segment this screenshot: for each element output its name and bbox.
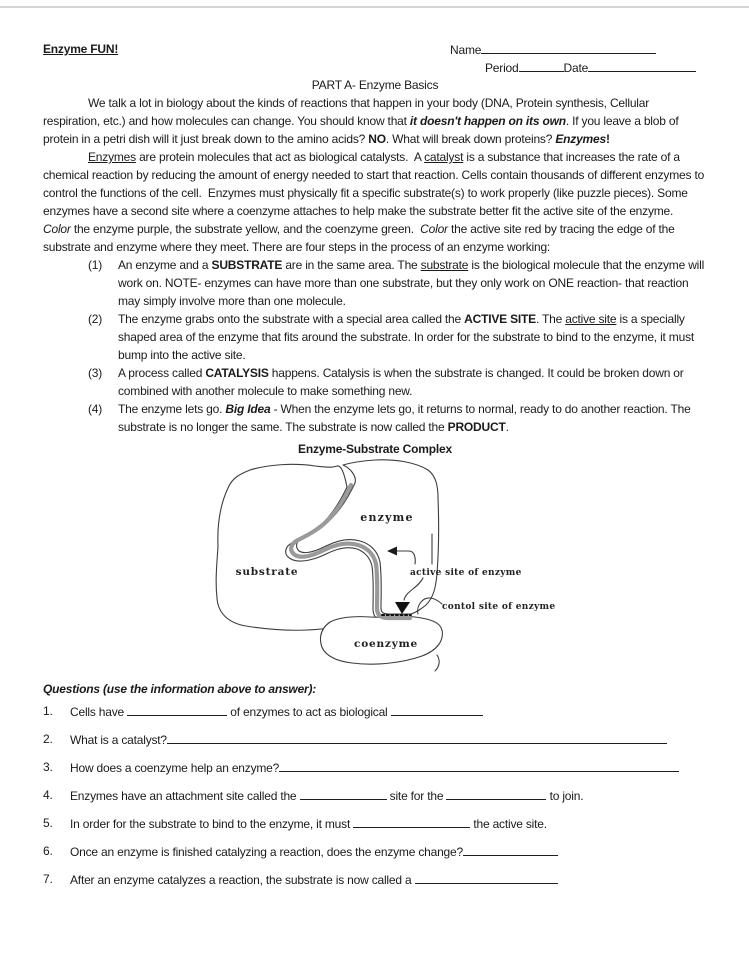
text-segment: Color <box>420 222 448 236</box>
answer-blank <box>391 702 483 716</box>
question-7 <box>43 870 707 889</box>
answer-blank <box>127 702 227 716</box>
text-segment: NO <box>368 132 386 146</box>
text-segment: are protein molecules that act as biological catalysts. A <box>135 150 425 164</box>
question-1-text <box>70 705 483 719</box>
enzyme-label: enzyme <box>360 511 414 524</box>
text-segment: Once an enzyme is finished catalyzing a reaction, does the enzyme change? <box>70 845 463 859</box>
substrate-label: substrate <box>235 566 299 578</box>
text-segment: the active site red by tracing the edge of the substrate and enzyme where they meet. There are four steps in the process of an enzyme working: <box>43 222 678 254</box>
step-2-text <box>118 312 697 362</box>
date-label: Date <box>563 61 589 75</box>
enzyme-substrate-diagram-block <box>43 440 707 678</box>
coenzyme-label: coenzyme <box>354 638 418 650</box>
text-segment: What is a catalyst? <box>70 733 167 747</box>
text-segment: SUBSTRATE <box>211 258 283 272</box>
step-1-text <box>118 258 707 308</box>
text-segment: . <box>505 420 509 434</box>
text-segment: CATALYSIS <box>205 366 269 380</box>
question-3 <box>43 758 707 777</box>
step-1 <box>88 256 707 310</box>
text-segment: . If you leave a blob of protein in a petri dish will it just break down to the amino acids? <box>43 114 682 146</box>
diagram-title: Enzyme-Substrate Complex <box>298 442 452 456</box>
text-segment: are in the same area. The <box>282 258 421 272</box>
text-segment: After an enzyme catalyzes a reaction, the substrate is now called a <box>70 873 415 887</box>
question-2 <box>43 730 707 749</box>
text-segment: active site <box>565 312 617 326</box>
text-segment: How does a coenzyme help an enzyme? <box>70 761 280 775</box>
answer-blank <box>353 814 470 828</box>
question-4-text <box>70 789 583 803</box>
spacer <box>43 58 707 76</box>
question-5 <box>43 814 707 833</box>
text-segment: it doesn't happen on its own <box>409 114 566 128</box>
text-segment: the enzyme purple, the substrate yellow, and the coenzyme green. <box>70 222 421 236</box>
coenzyme-tail-line <box>435 655 439 671</box>
control-site-label: contol site of enzyme <box>442 602 556 612</box>
text-segment: The enzyme grabs onto the substrate with a special area called the <box>118 312 465 326</box>
text-segment: ! <box>605 132 610 146</box>
text-segment: . The <box>535 312 566 326</box>
name-label: Name <box>450 43 482 57</box>
step-3-number: (3) <box>88 366 103 380</box>
text-segment: Cells have <box>70 705 128 719</box>
text-segment: the active site. <box>470 817 547 831</box>
enzyme-substrate-diagram <box>190 458 560 678</box>
document-title: Enzyme FUN! <box>43 42 119 56</box>
text-segment: is the biological molecule that the enzyme will work on. NOTE- enzymes can have more than one substrate, but they only work on ONE reaction- that reaction may simply involve more than one molecule. <box>118 258 708 308</box>
question-1-number: 1. <box>43 704 53 718</box>
text-segment: Enzymes <box>88 150 136 164</box>
text-segment: substrate <box>420 258 469 272</box>
answer-blank <box>279 758 679 772</box>
question-3-text <box>70 761 679 775</box>
question-4 <box>43 786 707 805</box>
text-segment: - When the enzyme lets go, it returns to normal, ready to do another reaction. The substrate is no longer the same. The substrate is now called the <box>118 402 694 434</box>
text-segment: ACTIVE SITE <box>464 312 536 326</box>
text-segment: An enzyme and a <box>118 258 212 272</box>
step-4-number: (4) <box>88 402 103 416</box>
answer-blank <box>167 730 667 744</box>
period-label: Period <box>485 61 519 75</box>
text-segment: Enzymes <box>555 132 606 146</box>
paragraph-enzymes <box>43 148 707 256</box>
questions-section <box>43 680 707 889</box>
questions-heading: Questions (use the information above to answer): <box>43 682 317 696</box>
question-6-number: 6. <box>43 844 53 858</box>
step-1-number: (1) <box>88 258 103 272</box>
question-6-text <box>70 845 558 859</box>
document-content <box>43 40 707 898</box>
question-2-text <box>70 733 667 747</box>
text-segment: happens. Catalysis is when the substrate is changed. It could be broken down or combined with another molecule to make something new. <box>118 366 687 398</box>
step-4 <box>88 400 707 436</box>
question-1 <box>43 702 707 721</box>
step-2 <box>88 310 707 364</box>
answer-blank <box>463 842 558 856</box>
text-segment: We talk a lot in biology about the kinds of reactions that happen in your body (DNA, Protein synthesis, Cellular respiration, etc.) and how molecules can change. You should know that <box>43 96 653 128</box>
scan-artifact-line <box>0 6 749 8</box>
question-5-text <box>70 817 547 831</box>
step-4-text <box>118 402 694 434</box>
paragraph-intro <box>43 94 707 148</box>
text-segment: The enzyme lets go. <box>118 402 226 416</box>
text-segment: is a specially shaped area of the enzyme that fits around the substrate. In order for the substrate to bind to the enzyme, it must bump into the active site. <box>118 312 698 362</box>
active-site-label: active site of enzyme <box>410 568 522 578</box>
question-4-number: 4. <box>43 788 53 802</box>
question-5-number: 5. <box>43 816 53 830</box>
answer-blank <box>446 786 546 800</box>
text-segment: In order for the substrate to bind to the enzyme, it must <box>70 817 354 831</box>
question-2-number: 2. <box>43 732 53 746</box>
text-segment: of enzymes to act as biological <box>227 705 391 719</box>
text-segment: Enzymes have an attachment site called the <box>70 789 300 803</box>
text-segment: catalyst <box>424 150 464 164</box>
question-3-number: 3. <box>43 760 53 774</box>
text-segment: . What will break down proteins? <box>385 132 556 146</box>
step-2-number: (2) <box>88 312 103 326</box>
text-segment: PRODUCT <box>447 420 506 434</box>
enzyme-steps-list <box>88 256 707 436</box>
question-7-text <box>70 873 558 887</box>
question-6 <box>43 842 707 861</box>
text-segment: A process called <box>118 366 206 380</box>
answer-blank <box>415 870 558 884</box>
question-7-number: 7. <box>43 872 53 886</box>
text-segment: Big Idea <box>225 402 271 416</box>
step-3 <box>88 364 707 400</box>
text-segment: site for the <box>386 789 447 803</box>
section-title: PART A- Enzyme Basics <box>311 78 439 92</box>
text-segment: Color <box>43 222 71 236</box>
step-3-text <box>118 366 687 398</box>
answer-blank <box>300 786 387 800</box>
text-segment: to join. <box>546 789 584 803</box>
text-segment: is a substance that increases the rate of a chemical reaction by reducing the amount of energy needed to start that reaction. Cells contain thousands of different enzymes to control the functions of the cell. Enzymes must physically fit a specific substrate(s) to work properly (like puzzle pieces). Some enzymes have a second site where a coenzyme attaches to help make the substrate better fit the active site of the enzyme. <box>43 150 708 218</box>
